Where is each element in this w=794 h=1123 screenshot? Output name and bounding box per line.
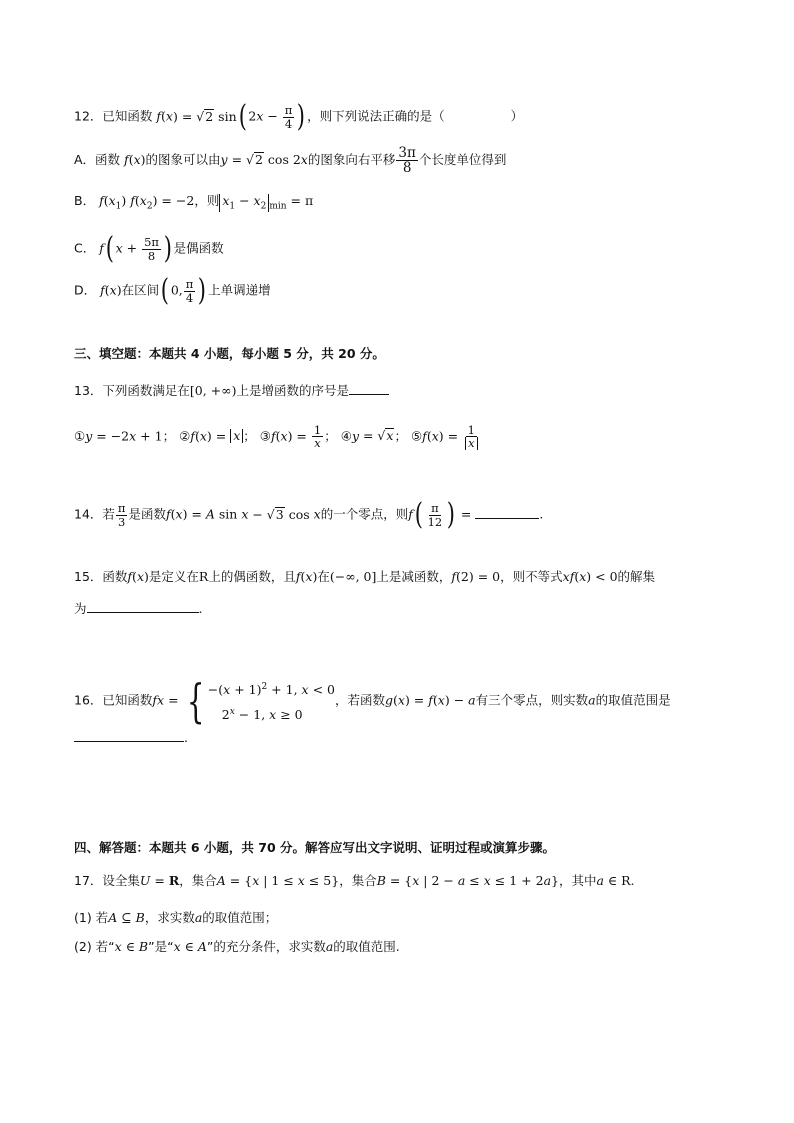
section-3-title: 三、填空题：本题共 4 小题，每小题 5 分，共 20 分。 — [74, 346, 385, 361]
q12-stem: 12．已知函数 f(x) = √2 sin( 2x − $\frac{\pi}{4}$ ) ，则下列说法正确的是（ ） — [74, 99, 524, 134]
q17-part-2: (2) 若“x ∈ B”是“x ∈ A”的充分条件，求实数a的取值范围. — [74, 939, 400, 954]
q14-answer-blank[interactable] — [475, 506, 539, 519]
q12-option-c: C． f( x + $\frac{5\pi}{8}$ ) 是偶函数 — [74, 231, 224, 266]
q15-line2: 为 . — [74, 601, 203, 616]
q16-answer-blank[interactable] — [74, 729, 184, 742]
q17-part-1: (1) 若A ⊆ B，求实数a的取值范围； — [74, 910, 278, 925]
q12-option-d: D． f(x)在区间( 0, $\frac{\pi}{4}$ ) 上单调递增 — [74, 273, 271, 308]
q15-answer-blank[interactable] — [87, 600, 199, 613]
q15-stem: 15．函数f(x)是定义在R上的偶函数，且f(x)在(−∞, 0]上是减函数，f(2) = 0，则不等式xf(x) < 0的解集 — [74, 569, 656, 584]
section-4-title: 四、解答题：本题共 6 小题，共 70 分。解答应写出文字说明、证明过程或演算步骤。 — [74, 840, 556, 855]
q12-option-b: B． $f(x_1) f(x_2) = -2$，则 $x_1 - x_2$ $_{min}$ = π — [74, 193, 314, 212]
q17-stem: 17．设全集U = R，集合A = {x | 1 ≤ x ≤ 5}，集合B = {x | 2 − a ≤ x ≤ 1 + 2a}，其中a ∈ R. — [74, 873, 635, 888]
q13-answer-blank[interactable] — [349, 382, 389, 395]
q12-number: 12．已知函数 — [74, 108, 153, 124]
q16-stem: 16．已知函数fx = { $-(x + 1)^2 + 1$, x < 0 $2^x - 1$, x ≥ 0 ，若函数g(x) = f(x) − a有三个零点，则实数a的取值范围是 — [74, 674, 671, 729]
q13-stem: 13．下列函数满足在[0, +∞)上是增函数的序号是 — [74, 381, 389, 401]
q13-options: ①y = −2x + 1； ②f(x) = x ； ③f(x) = $\frac{1}{x}$ ； ④y = √x； ⑤f(x) = $\frac{1}{x}$ — [74, 424, 481, 450]
q14-stem: 14．若 $\frac{\pi}{3}$ 是函数f(x) = A sin x − √3 cos x的一个零点，则f( $\frac{\pi}{12}$ ) = . — [74, 497, 544, 532]
q16-line2: . — [74, 728, 188, 748]
q12-option-a: A．函数 f(x)的图象可以由y = √2 cos 2x的图象向右平移 $\frac{3\pi}{8}$ 个长度单位得到 — [74, 145, 507, 177]
